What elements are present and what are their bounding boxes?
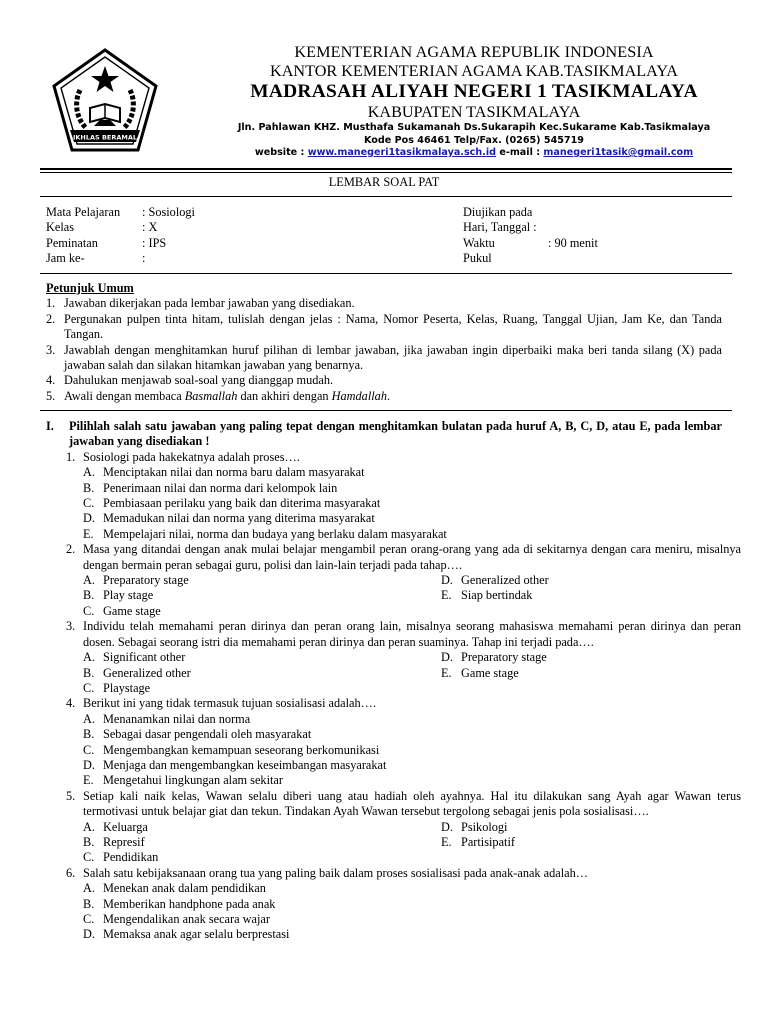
option-text: Penerimaan nilai dan norma dari kelompok lain (103, 480, 338, 495)
option-text: Mengetahui lingkungan alam sekitar (103, 773, 283, 788)
instruction-item (46, 312, 722, 343)
email-label: e-mail : (495, 147, 544, 158)
option-letter: D. (83, 757, 95, 772)
option-letter: E. (441, 665, 452, 680)
option-text: Game stage (461, 665, 519, 680)
info-key: Waktu (463, 235, 495, 250)
answer-options (83, 712, 722, 789)
option-letter: A. (83, 819, 95, 834)
answer-option[interactable] (83, 527, 722, 542)
option-text: Generalized other (461, 573, 549, 588)
website-link[interactable]: www.manegeri1tasikmalaya.sch.id (307, 147, 496, 158)
question-list (46, 449, 741, 943)
option-text: Menekan anak dalam pendidikan (103, 881, 266, 896)
info-row-class (46, 220, 426, 235)
info-key: Mata Pelajaran (46, 205, 121, 219)
option-letter: B. (83, 727, 95, 742)
instructions-divider (40, 410, 732, 411)
info-key: Pukul (463, 251, 492, 266)
answer-option[interactable] (441, 666, 741, 681)
instruction-emphasis: Hamdallah (331, 388, 387, 403)
instruction-number: 1. (46, 296, 56, 311)
answer-option[interactable] (441, 820, 741, 835)
answer-option[interactable] (83, 650, 441, 665)
option-text: Pendidikan (103, 850, 159, 865)
option-text: Preparatory stage (461, 650, 547, 665)
option-text: Mengembangkan kemampuan seseorang berkomunikasi (103, 742, 380, 757)
address-line: Jln. Pahlawan KHZ. Musthafa Sukamanah Ds.Sukarapih Kec.Sukarame Kab.Tasikmalaya (237, 122, 711, 133)
info-key: Hari, Tanggal : (463, 220, 537, 235)
document-title: LEMBAR SOAL PAT (328, 175, 440, 189)
answer-option[interactable] (83, 588, 441, 603)
question-number: 1. (66, 449, 76, 464)
option-letter: C. (83, 742, 95, 757)
question-body (83, 542, 741, 619)
option-text: Game stage (103, 603, 161, 618)
option-letter: C. (83, 603, 95, 618)
option-letter: E. (441, 834, 452, 849)
option-text: Significant other (103, 650, 186, 665)
answer-option[interactable] (441, 588, 741, 603)
contact-line (159, 147, 768, 160)
option-text: Psikologi (461, 819, 508, 834)
instruction-item (46, 373, 722, 388)
option-text: Menanamkan nilai dan norma (103, 711, 251, 726)
question-body (83, 789, 741, 866)
answer-option[interactable] (83, 897, 722, 912)
answer-options (83, 465, 722, 542)
answer-option[interactable] (83, 835, 441, 850)
answer-option[interactable] (83, 712, 722, 727)
option-letter: B. (83, 480, 95, 495)
instruction-number: 5. (46, 388, 56, 403)
section-multiple-choice (46, 419, 741, 943)
postal-line: Kode Pos 46461 Telp/Fax. (0265) 545719 (364, 134, 584, 146)
option-text: Pembiasaan perilaku yang baik dan diterima masyarakat (103, 496, 381, 511)
instruction-text: Jawablah dengan menghitamkan huruf pilihan di lembar jawaban, jika jawaban ingin diperbaiki maka beri tanda silang (X) pada jawaban salah dan silakan hitamkan jawaban yang benarnya. (64, 342, 722, 373)
instruction-item (46, 343, 722, 374)
section-instruction: Pilihlah salah satu jawaban yang paling tepat dengan menghitamkan bulatan pada huruf A, B, C, D, atau E, pada lembar jawaban yang disediakan ! (69, 419, 722, 449)
option-text: Playstage (103, 680, 151, 695)
option-letter: D. (441, 819, 453, 834)
info-key: Diujikan pada (463, 205, 533, 219)
option-letter: C. (83, 912, 95, 926)
option-text: Mengendalikan anak secara wajar (103, 912, 270, 926)
question-text: Setiap kali naik kelas, Wawan selalu diberi uang atau hadiah oleh ayahnya. Hal itu dilakukan sang Ayah agar Wawan terus termotivasi untuk belajar giat dan tekun. Tindakan Ayah Wawan tersebut tergolong sebagai jenis pola sosialisasi…. (83, 788, 741, 819)
answer-option[interactable] (83, 496, 722, 511)
info-value: : (142, 251, 146, 266)
info-row-subject (46, 205, 426, 220)
office-name: KANTOR KEMENTERIAN AGAMA KAB.TASIKMALAYA (270, 62, 678, 80)
question-body (83, 866, 722, 943)
question-text: Salah satu kebijaksanaan orang tua yang paling baik dalam proses sosialisasi pada anak-anak adalah… (83, 865, 589, 880)
question-item (66, 542, 741, 619)
question-item (66, 619, 741, 696)
exam-info-right (463, 205, 743, 267)
question-text: Masa yang ditandai dengan anak mulai belajar mengambil peran orang-orang yang ada di sekitarnya dengan cara meniru, misalnya dengan bermain peran sebagai guru, polisi dan lain-lain terjadi pada tahap…. (83, 542, 741, 572)
instruction-text: Pergunakan pulpen tinta hitam, tulislah dengan jelas : Nama, Nomor Peserta, Kelas, Ruang, Tanggal Ujian, Jam Ke, dan Tanda Tangan. (64, 311, 722, 342)
instruction-text-part: . (386, 388, 391, 403)
section-number: I. (46, 419, 54, 433)
option-letter: E. (83, 526, 94, 541)
info-value: : IPS (142, 235, 167, 250)
question-item (66, 788, 741, 866)
letterhead-text (159, 43, 768, 160)
answer-option[interactable] (83, 881, 722, 896)
ministry-logo-icon (50, 46, 160, 158)
option-letter: A. (83, 465, 95, 480)
instruction-number: 3. (46, 342, 56, 357)
option-letter: C. (83, 680, 95, 695)
answer-option[interactable] (83, 604, 441, 619)
question-body (83, 696, 722, 788)
info-divider (40, 273, 732, 274)
instruction-text: Jawaban dikerjakan pada lembar jawaban yang disediakan. (64, 296, 355, 311)
option-text: Menjaga dan mengembangkan keseimbangan masyarakat (103, 757, 387, 772)
answer-option[interactable] (83, 927, 722, 942)
question-body (83, 619, 741, 696)
header-divider-thick (40, 168, 732, 170)
option-text: Sebagai dasar pengendali oleh masyarakat (103, 727, 312, 742)
option-text: Preparatory stage (103, 573, 189, 588)
option-letter: B. (83, 665, 95, 680)
question-item (66, 696, 722, 788)
answer-option[interactable] (83, 758, 722, 773)
instruction-text-part: Awali dengan membaca (64, 388, 185, 403)
option-letter: E. (83, 773, 94, 788)
instruction-text: Dahulukan menjawab soal-soal yang dianggap mudah. (64, 373, 334, 388)
option-letter: B. (83, 588, 95, 603)
option-text: Memaksa anak agar selalu berprestasi (103, 927, 290, 942)
answer-options (83, 573, 741, 619)
info-value: : X (142, 220, 158, 235)
option-letter: C. (83, 496, 95, 511)
info-row-tested-on (463, 205, 743, 220)
general-instructions (46, 281, 722, 404)
answer-option[interactable] (83, 743, 722, 758)
question-text: Sosiologi pada hakekatnya adalah proses…. (83, 449, 300, 464)
info-key: Peminatan (46, 235, 98, 250)
question-text: Individu telah memahami peran dirinya dan peran orang lain, misalnya seorang mahasiswa memahami peran dirinya dan peran dosen. Sebagai seorang istri dia memahami peran dirinya dan peran suaminya. Tahap ini terjadi pada…. (83, 619, 741, 649)
answer-option[interactable] (83, 465, 722, 480)
info-row-date (463, 220, 743, 235)
email-link[interactable]: manegeri1tasik@gmail.com (543, 147, 694, 158)
option-text: Partisipatif (461, 834, 515, 849)
option-text: Siap bertindak (461, 588, 533, 603)
question-body (83, 450, 722, 542)
instruction-emphasis: Basmallah (184, 388, 238, 403)
answer-options (83, 650, 741, 696)
exam-info-left (46, 205, 426, 267)
option-letter: B. (83, 896, 95, 911)
option-text: Memberikan handphone pada anak (103, 896, 276, 911)
title-divider (40, 196, 732, 197)
option-letter: D. (441, 650, 453, 665)
info-row-period (46, 251, 426, 266)
answer-option[interactable] (441, 573, 741, 588)
question-number: 3. (66, 619, 76, 634)
option-letter: D. (441, 573, 453, 588)
question-number: 2. (66, 542, 76, 557)
answer-option[interactable] (83, 912, 722, 927)
answer-option[interactable] (83, 681, 441, 696)
question-item (66, 450, 722, 542)
answer-option[interactable] (83, 573, 441, 588)
option-letter: D. (83, 511, 95, 526)
answer-option[interactable] (83, 666, 441, 681)
option-letter: E. (441, 588, 452, 603)
info-row-specialization (46, 236, 426, 251)
instruction-number: 4. (46, 373, 56, 388)
logo-motto: IKHLAS BERAMAL (72, 133, 138, 142)
info-row-time (463, 251, 743, 266)
question-item (66, 866, 722, 943)
answer-option[interactable] (83, 511, 722, 526)
info-row-duration (463, 236, 743, 251)
question-text: Berikut ini yang tidak termasuk tujuan sosialisasi adalah…. (83, 696, 377, 711)
website-label: website : (254, 147, 308, 158)
answer-options (83, 820, 741, 866)
ministry-name: KEMENTERIAN AGAMA REPUBLIK INDONESIA (294, 43, 654, 61)
answer-option[interactable] (83, 481, 722, 496)
instruction-text-part: dan akhiri dengan (237, 388, 332, 403)
option-letter: D. (83, 927, 95, 942)
option-letter: C. (83, 850, 95, 865)
instruction-item (46, 296, 722, 311)
header-divider-thin (40, 172, 732, 173)
option-text: Represif (103, 834, 145, 849)
option-text: Play stage (103, 588, 154, 603)
question-number: 6. (66, 865, 76, 880)
info-key: Kelas (46, 220, 74, 235)
info-value: : Sosiologi (142, 205, 195, 219)
option-letter: A. (83, 711, 95, 726)
option-text: Menciptakan nilai dan norma baru dalam masyarakat (103, 465, 365, 480)
option-text: Generalized other (103, 665, 191, 680)
answer-option[interactable] (83, 727, 722, 742)
option-letter: B. (83, 834, 95, 849)
letterhead (44, 38, 734, 168)
option-text: Keluarga (103, 819, 148, 834)
answer-option[interactable] (441, 835, 741, 850)
answer-option[interactable] (441, 650, 741, 665)
answer-option[interactable] (83, 820, 441, 835)
section-heading (46, 419, 722, 450)
option-letter: A. (83, 573, 95, 588)
info-value: : 90 menit (548, 235, 598, 250)
info-key: Jam ke- (46, 251, 85, 266)
answer-option[interactable] (83, 850, 441, 865)
option-letter: A. (83, 881, 95, 896)
question-number: 5. (66, 788, 76, 803)
instruction-number: 2. (46, 311, 56, 326)
instruction-text (64, 389, 722, 404)
instructions-heading: Petunjuk Umum (46, 281, 134, 295)
option-text: Memadukan nilai dan norma yang diterima masyarakat (103, 511, 375, 526)
option-text: Mempelajari nilai, norma dan budaya yang berlaku dalam masyarakat (103, 526, 447, 541)
option-letter: A. (83, 650, 95, 665)
answer-options (83, 881, 722, 943)
answer-option[interactable] (83, 773, 722, 788)
question-number: 4. (66, 696, 76, 711)
school-name: MADRASAH ALIYAH NEGERI 1 TASIKMALAYA (250, 81, 698, 102)
instruction-item (46, 389, 722, 404)
regency-name: KABUPATEN TASIKMALAYA (367, 103, 581, 121)
